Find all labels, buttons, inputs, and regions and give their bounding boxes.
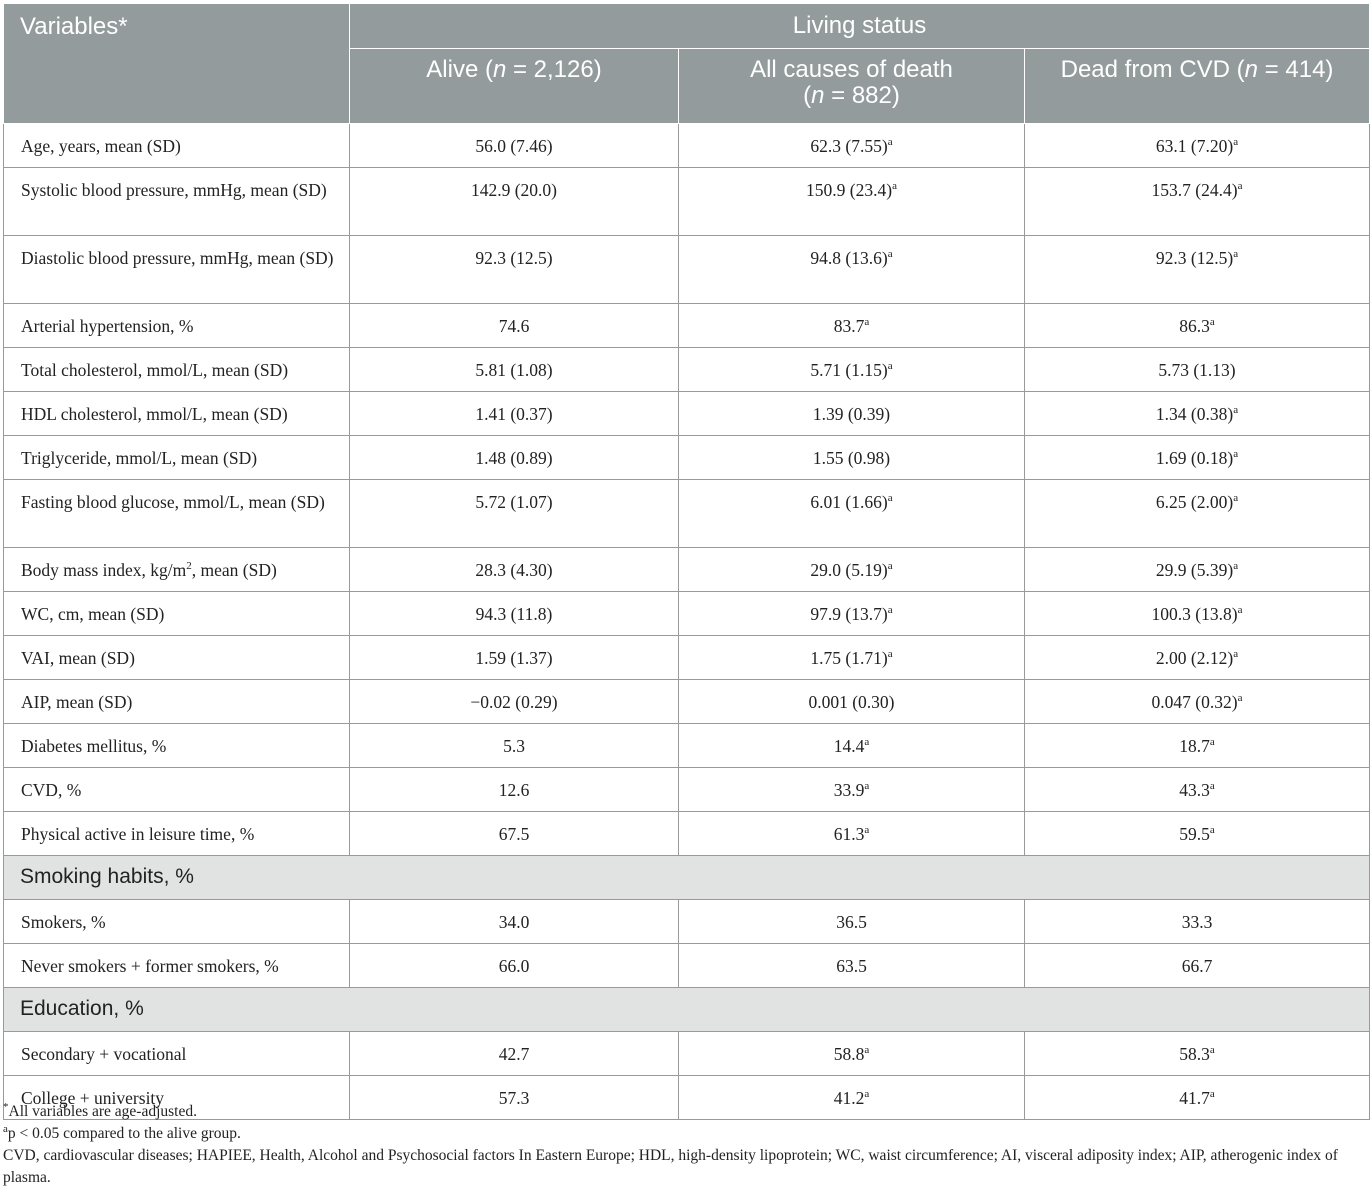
variable-label: VAI, mean (SD) — [21, 648, 135, 668]
all-causes-cell — [679, 124, 1025, 168]
all-causes-cell-sup: a — [887, 492, 893, 505]
alive-cell-value: 12.6 — [498, 780, 530, 800]
variable-label: Arterial hypertension, % — [21, 316, 194, 336]
all-causes-header-open: ( — [803, 82, 812, 109]
variable-label: Total cholesterol, mmol/L, mean (SD) — [21, 360, 289, 380]
all-causes-cell — [679, 304, 1025, 348]
alive-cell-value: 28.3 (4.30) — [475, 560, 553, 580]
alive-cell-value: 74.6 — [498, 316, 530, 336]
all-causes-cell — [679, 636, 1025, 680]
all-causes-cell-value: 1.75 (1.71) — [810, 648, 888, 668]
cvd-death-cell-value: 153.7 (24.4) — [1151, 180, 1238, 200]
cvd-death-cell-sup: a — [1233, 136, 1239, 149]
cvd-death-cell — [1025, 548, 1370, 592]
table-row — [4, 436, 1370, 480]
all-causes-cell — [679, 480, 1025, 548]
cvd-death-cell — [1025, 236, 1370, 304]
alive-cell-value: 66.0 — [498, 956, 530, 976]
all-causes-cell-sup: a — [887, 136, 893, 149]
alive-header-n: n — [492, 56, 507, 83]
all-causes-cell-value: 58.8 — [833, 1044, 865, 1064]
all-causes-header — [679, 49, 1025, 124]
all-causes-cell-sup: a — [864, 736, 870, 749]
alive-cell — [350, 592, 679, 636]
smoking-section-title: Smoking habits, % — [4, 856, 1370, 900]
alive-cell — [350, 304, 679, 348]
cvd-death-cell — [1025, 124, 1370, 168]
all-causes-cell-sup: a — [892, 180, 897, 193]
cvd-death-header — [1025, 49, 1370, 124]
all-causes-cell-value: 5.71 (1.15) — [810, 360, 888, 380]
alive-cell-value: 92.3 (12.5) — [475, 248, 553, 268]
all-causes-cell-value: 29.0 (5.19) — [810, 560, 888, 580]
cvd-death-cell-value: 41.7 — [1179, 1088, 1210, 1108]
table-row — [4, 812, 1370, 856]
cvd-death-cell-value: 6.25 (2.00) — [1155, 492, 1234, 512]
footnote-a-text: < 0.05 compared to the alive group. — [15, 1125, 241, 1142]
all-causes-cell-value: 63.5 — [836, 956, 867, 976]
all-causes-cell — [679, 768, 1025, 812]
alive-cell-value: 34.0 — [498, 912, 530, 932]
variable-cell — [4, 636, 350, 680]
alive-cell — [350, 480, 679, 548]
variable-label: Age, years, mean (SD) — [21, 136, 181, 156]
variable-cell — [4, 124, 350, 168]
table-row — [4, 592, 1370, 636]
education-section-row — [4, 988, 1370, 1032]
cvd-death-cell-sup: a — [1209, 1044, 1215, 1057]
all-causes-cell — [679, 592, 1025, 636]
variable-label: Diastolic blood pressure, mmHg, mean (SD) — [21, 248, 334, 268]
cvd-death-cell-sup: a — [1237, 692, 1243, 705]
all-causes-cell-sup: a — [887, 248, 893, 261]
alive-cell-value: 42.7 — [498, 1044, 530, 1064]
table-row — [4, 348, 1370, 392]
variable-label-rest: , mean (SD) — [191, 560, 277, 580]
cvd-death-cell — [1025, 304, 1370, 348]
alive-cell — [350, 392, 679, 436]
cvd-death-cell-value: 59.5 — [1179, 824, 1210, 844]
cvd-death-cell-value: 100.3 (13.8) — [1151, 604, 1238, 624]
alive-cell-value: 5.81 (1.08) — [475, 360, 553, 380]
cvd-death-header-n: n — [1244, 56, 1259, 83]
cvd-death-header-count: = 414) — [1258, 56, 1334, 83]
cvd-death-cell-value: 2.00 (2.12) — [1155, 648, 1234, 668]
table-footnotes — [3, 1101, 1369, 1189]
all-causes-cell-value: 14.4 — [833, 736, 865, 756]
alive-cell-value: −0.02 (0.29) — [470, 692, 558, 712]
cvd-death-cell-value: 58.3 — [1179, 1044, 1210, 1064]
variable-label: Physical active in leisure time, % — [21, 824, 255, 844]
cvd-death-cell-value: 66.7 — [1181, 956, 1213, 976]
variable-label: HDL cholesterol, mmol/L, mean (SD) — [21, 404, 288, 424]
cvd-death-cell — [1025, 812, 1370, 856]
table-row — [4, 680, 1370, 724]
footnote-significance — [3, 1123, 1369, 1145]
alive-cell — [350, 124, 679, 168]
cvd-death-cell-value: 86.3 — [1179, 316, 1210, 336]
table-row — [4, 304, 1370, 348]
all-causes-cell-value: 150.9 (23.4) — [806, 180, 893, 200]
results-table-container — [3, 3, 1369, 1120]
alive-cell — [350, 436, 679, 480]
alive-cell-value: 57.3 — [498, 1088, 530, 1108]
variable-label: AIP, mean (SD) — [21, 692, 133, 712]
cvd-death-cell-sup: a — [1209, 1088, 1215, 1101]
footnote-star-mark: * — [3, 1100, 9, 1113]
alive-header-label: Alive ( — [426, 56, 493, 83]
all-causes-cell — [679, 168, 1025, 236]
cvd-death-cell — [1025, 680, 1370, 724]
cvd-death-cell-sup: a — [1233, 404, 1239, 417]
alive-cell — [350, 680, 679, 724]
all-causes-cell — [679, 392, 1025, 436]
variable-label: Secondary + vocational — [21, 1044, 187, 1064]
alive-cell-value: 67.5 — [498, 824, 530, 844]
all-causes-cell — [679, 348, 1025, 392]
variable-cell — [4, 812, 350, 856]
variable-label: College + university — [21, 1088, 165, 1108]
education-section-title: Education, % — [4, 988, 1370, 1032]
table-row — [4, 944, 1370, 988]
all-causes-cell-value: 33.9 — [833, 780, 865, 800]
smoking-section-row — [4, 856, 1370, 900]
cvd-death-cell — [1025, 348, 1370, 392]
variable-cell — [4, 1032, 350, 1076]
table-row — [4, 1032, 1370, 1076]
all-causes-cell-value: 41.2 — [833, 1088, 865, 1108]
variable-cell — [4, 724, 350, 768]
table-row — [4, 236, 1370, 304]
cvd-death-cell-value: 92.3 (12.5) — [1155, 248, 1234, 268]
variable-cell — [4, 304, 350, 348]
all-causes-cell — [679, 724, 1025, 768]
cvd-death-cell — [1025, 168, 1370, 236]
cvd-death-cell-value: 1.34 (0.38) — [1155, 404, 1234, 424]
footnote-a-p: p — [7, 1125, 16, 1142]
variable-label: Triglyceride, mmol/L, mean (SD) — [21, 448, 258, 468]
all-causes-cell — [679, 900, 1025, 944]
footnote-a-mark: a — [3, 1122, 8, 1135]
living-status-header: Living status — [350, 4, 1370, 49]
all-causes-header-n: n — [811, 82, 825, 109]
all-causes-cell — [679, 944, 1025, 988]
cvd-death-cell — [1025, 768, 1370, 812]
cvd-death-cell-value: 5.73 (1.13) — [1158, 360, 1236, 380]
table-row — [4, 548, 1370, 592]
cvd-death-cell-sup: a — [1233, 448, 1239, 461]
all-causes-cell-sup: a — [864, 824, 870, 837]
table-row — [4, 392, 1370, 436]
alive-cell-value: 5.72 (1.07) — [475, 492, 553, 512]
table-row — [4, 768, 1370, 812]
cvd-death-cell — [1025, 480, 1370, 548]
all-causes-cell — [679, 548, 1025, 592]
cvd-death-cell-value: 63.1 (7.20) — [1155, 136, 1234, 156]
alive-cell-value: 1.41 (0.37) — [475, 404, 553, 424]
cvd-death-cell — [1025, 636, 1370, 680]
variable-cell — [4, 436, 350, 480]
cvd-death-cell-sup: a — [1233, 560, 1239, 573]
cvd-death-cell-value: 29.9 (5.39) — [1155, 560, 1234, 580]
all-causes-cell-value: 36.5 — [836, 912, 867, 932]
all-causes-cell-sup: a — [864, 1044, 870, 1057]
alive-cell — [350, 348, 679, 392]
cvd-death-cell — [1025, 944, 1370, 988]
cvd-death-cell — [1025, 900, 1370, 944]
all-causes-cell — [679, 1032, 1025, 1076]
alive-cell — [350, 236, 679, 304]
cvd-death-cell — [1025, 1032, 1370, 1076]
footnote-star-text: All variables are age-adjusted. — [8, 1103, 197, 1120]
variable-label: Smokers, % — [21, 912, 106, 932]
alive-cell-value: 5.3 — [503, 736, 525, 756]
alive-cell-value: 56.0 (7.46) — [475, 136, 553, 156]
cvd-death-cell — [1025, 392, 1370, 436]
alive-cell-value: 94.3 (11.8) — [475, 604, 553, 624]
cvd-death-cell-sup: a — [1237, 604, 1243, 617]
variable-cell — [4, 592, 350, 636]
table-row — [4, 724, 1370, 768]
table-row — [4, 900, 1370, 944]
all-causes-cell-value: 6.01 (1.66) — [810, 492, 888, 512]
variable-cell — [4, 548, 350, 592]
alive-cell-value: 1.59 (1.37) — [475, 648, 553, 668]
alive-cell — [350, 1032, 679, 1076]
cvd-death-cell — [1025, 436, 1370, 480]
table-row — [4, 480, 1370, 548]
cvd-death-cell — [1025, 724, 1370, 768]
variable-label: Never smokers + former smokers, % — [21, 956, 279, 976]
alive-cell — [350, 636, 679, 680]
all-causes-cell-value: 94.8 (13.6) — [810, 248, 888, 268]
table-body — [4, 124, 1370, 1120]
all-causes-cell — [679, 812, 1025, 856]
cvd-death-cell-value: 0.047 (0.32) — [1151, 692, 1238, 712]
all-causes-cell-value: 1.55 (0.98) — [812, 448, 891, 468]
cvd-death-cell-sup: a — [1233, 248, 1239, 261]
cvd-death-cell-sup: a — [1237, 180, 1243, 193]
all-causes-cell — [679, 436, 1025, 480]
variable-cell — [4, 680, 350, 724]
all-causes-cell-value: 83.7 — [833, 316, 865, 336]
cvd-death-cell-sup: a — [1209, 780, 1215, 793]
variable-label: CVD, % — [21, 780, 82, 800]
variable-label: Body mass index, kg/m — [21, 560, 187, 580]
all-causes-cell-sup: a — [887, 560, 893, 573]
alive-cell — [350, 168, 679, 236]
all-causes-cell-value: 97.9 (13.7) — [810, 604, 888, 624]
alive-cell — [350, 768, 679, 812]
all-causes-cell-sup: a — [887, 648, 893, 661]
cvd-death-cell-sup: a — [1233, 492, 1239, 505]
footnote-abbreviations: CVD, cardiovascular diseases; HAPIEE, Health, Alcohol and Psychosocial factors In Eastern Europe; HDL, high-density lipoprotein; WC, waist circumference; AI, visceral adiposity index; AIP, atherogenic index of plasma. — [3, 1147, 1338, 1186]
variable-cell — [4, 392, 350, 436]
alive-header-count: = 2,126) — [506, 56, 602, 83]
all-causes-cell-sup: a — [864, 316, 870, 329]
variable-cell — [4, 480, 350, 548]
cvd-death-header-label: Dead from CVD ( — [1060, 56, 1245, 83]
alive-cell-value: 1.48 (0.89) — [475, 448, 553, 468]
all-causes-cell-value: 0.001 (0.30) — [808, 692, 895, 712]
variables-header: Variables* — [4, 4, 350, 124]
all-causes-cell-sup: a — [864, 1088, 870, 1101]
variable-label: WC, cm, mean (SD) — [21, 604, 165, 624]
all-causes-header-label: All causes of death — [750, 56, 953, 83]
variable-cell — [4, 900, 350, 944]
all-causes-cell-sup: a — [887, 604, 893, 617]
cvd-death-cell-value: 18.7 — [1179, 736, 1210, 756]
cvd-death-cell-value: 43.3 — [1179, 780, 1210, 800]
alive-cell — [350, 812, 679, 856]
cvd-death-cell-value: 1.69 (0.18) — [1155, 448, 1234, 468]
table-row — [4, 124, 1370, 168]
all-causes-header-count: = 882) — [824, 82, 900, 109]
cvd-death-cell-sup: a — [1233, 648, 1239, 661]
alive-cell-value: 142.9 (20.0) — [470, 180, 558, 200]
table-row — [4, 168, 1370, 236]
all-causes-cell-value: 62.3 (7.55) — [810, 136, 888, 156]
all-causes-cell — [679, 680, 1025, 724]
alive-header — [350, 49, 679, 124]
all-causes-cell-sup: a — [864, 780, 870, 793]
variable-cell — [4, 168, 350, 236]
all-causes-cell-value: 1.39 (0.39) — [812, 404, 891, 424]
variable-cell — [4, 348, 350, 392]
cvd-death-cell-sup: a — [1209, 316, 1215, 329]
variable-label: Systolic blood pressure, mmHg, mean (SD) — [21, 180, 327, 200]
alive-cell — [350, 900, 679, 944]
variable-label: Fasting blood glucose, mmol/L, mean (SD) — [21, 492, 325, 512]
variable-label-sup: 2 — [186, 560, 192, 573]
cvd-death-cell-value: 33.3 — [1181, 912, 1213, 932]
variable-label: Diabetes mellitus, % — [21, 736, 167, 756]
footnote-age-adjusted — [3, 1101, 1369, 1123]
variable-cell — [4, 236, 350, 304]
results-table — [3, 3, 1370, 1120]
all-causes-cell — [679, 236, 1025, 304]
alive-cell — [350, 548, 679, 592]
all-causes-cell-sup: a — [887, 360, 893, 373]
variable-cell — [4, 768, 350, 812]
variable-cell — [4, 944, 350, 988]
cvd-death-cell-sup: a — [1209, 736, 1215, 749]
all-causes-cell-value: 61.3 — [833, 824, 865, 844]
table-row — [4, 636, 1370, 680]
table-header — [4, 4, 1370, 124]
alive-cell — [350, 944, 679, 988]
cvd-death-cell — [1025, 592, 1370, 636]
alive-cell — [350, 724, 679, 768]
cvd-death-cell-sup: a — [1209, 824, 1215, 837]
